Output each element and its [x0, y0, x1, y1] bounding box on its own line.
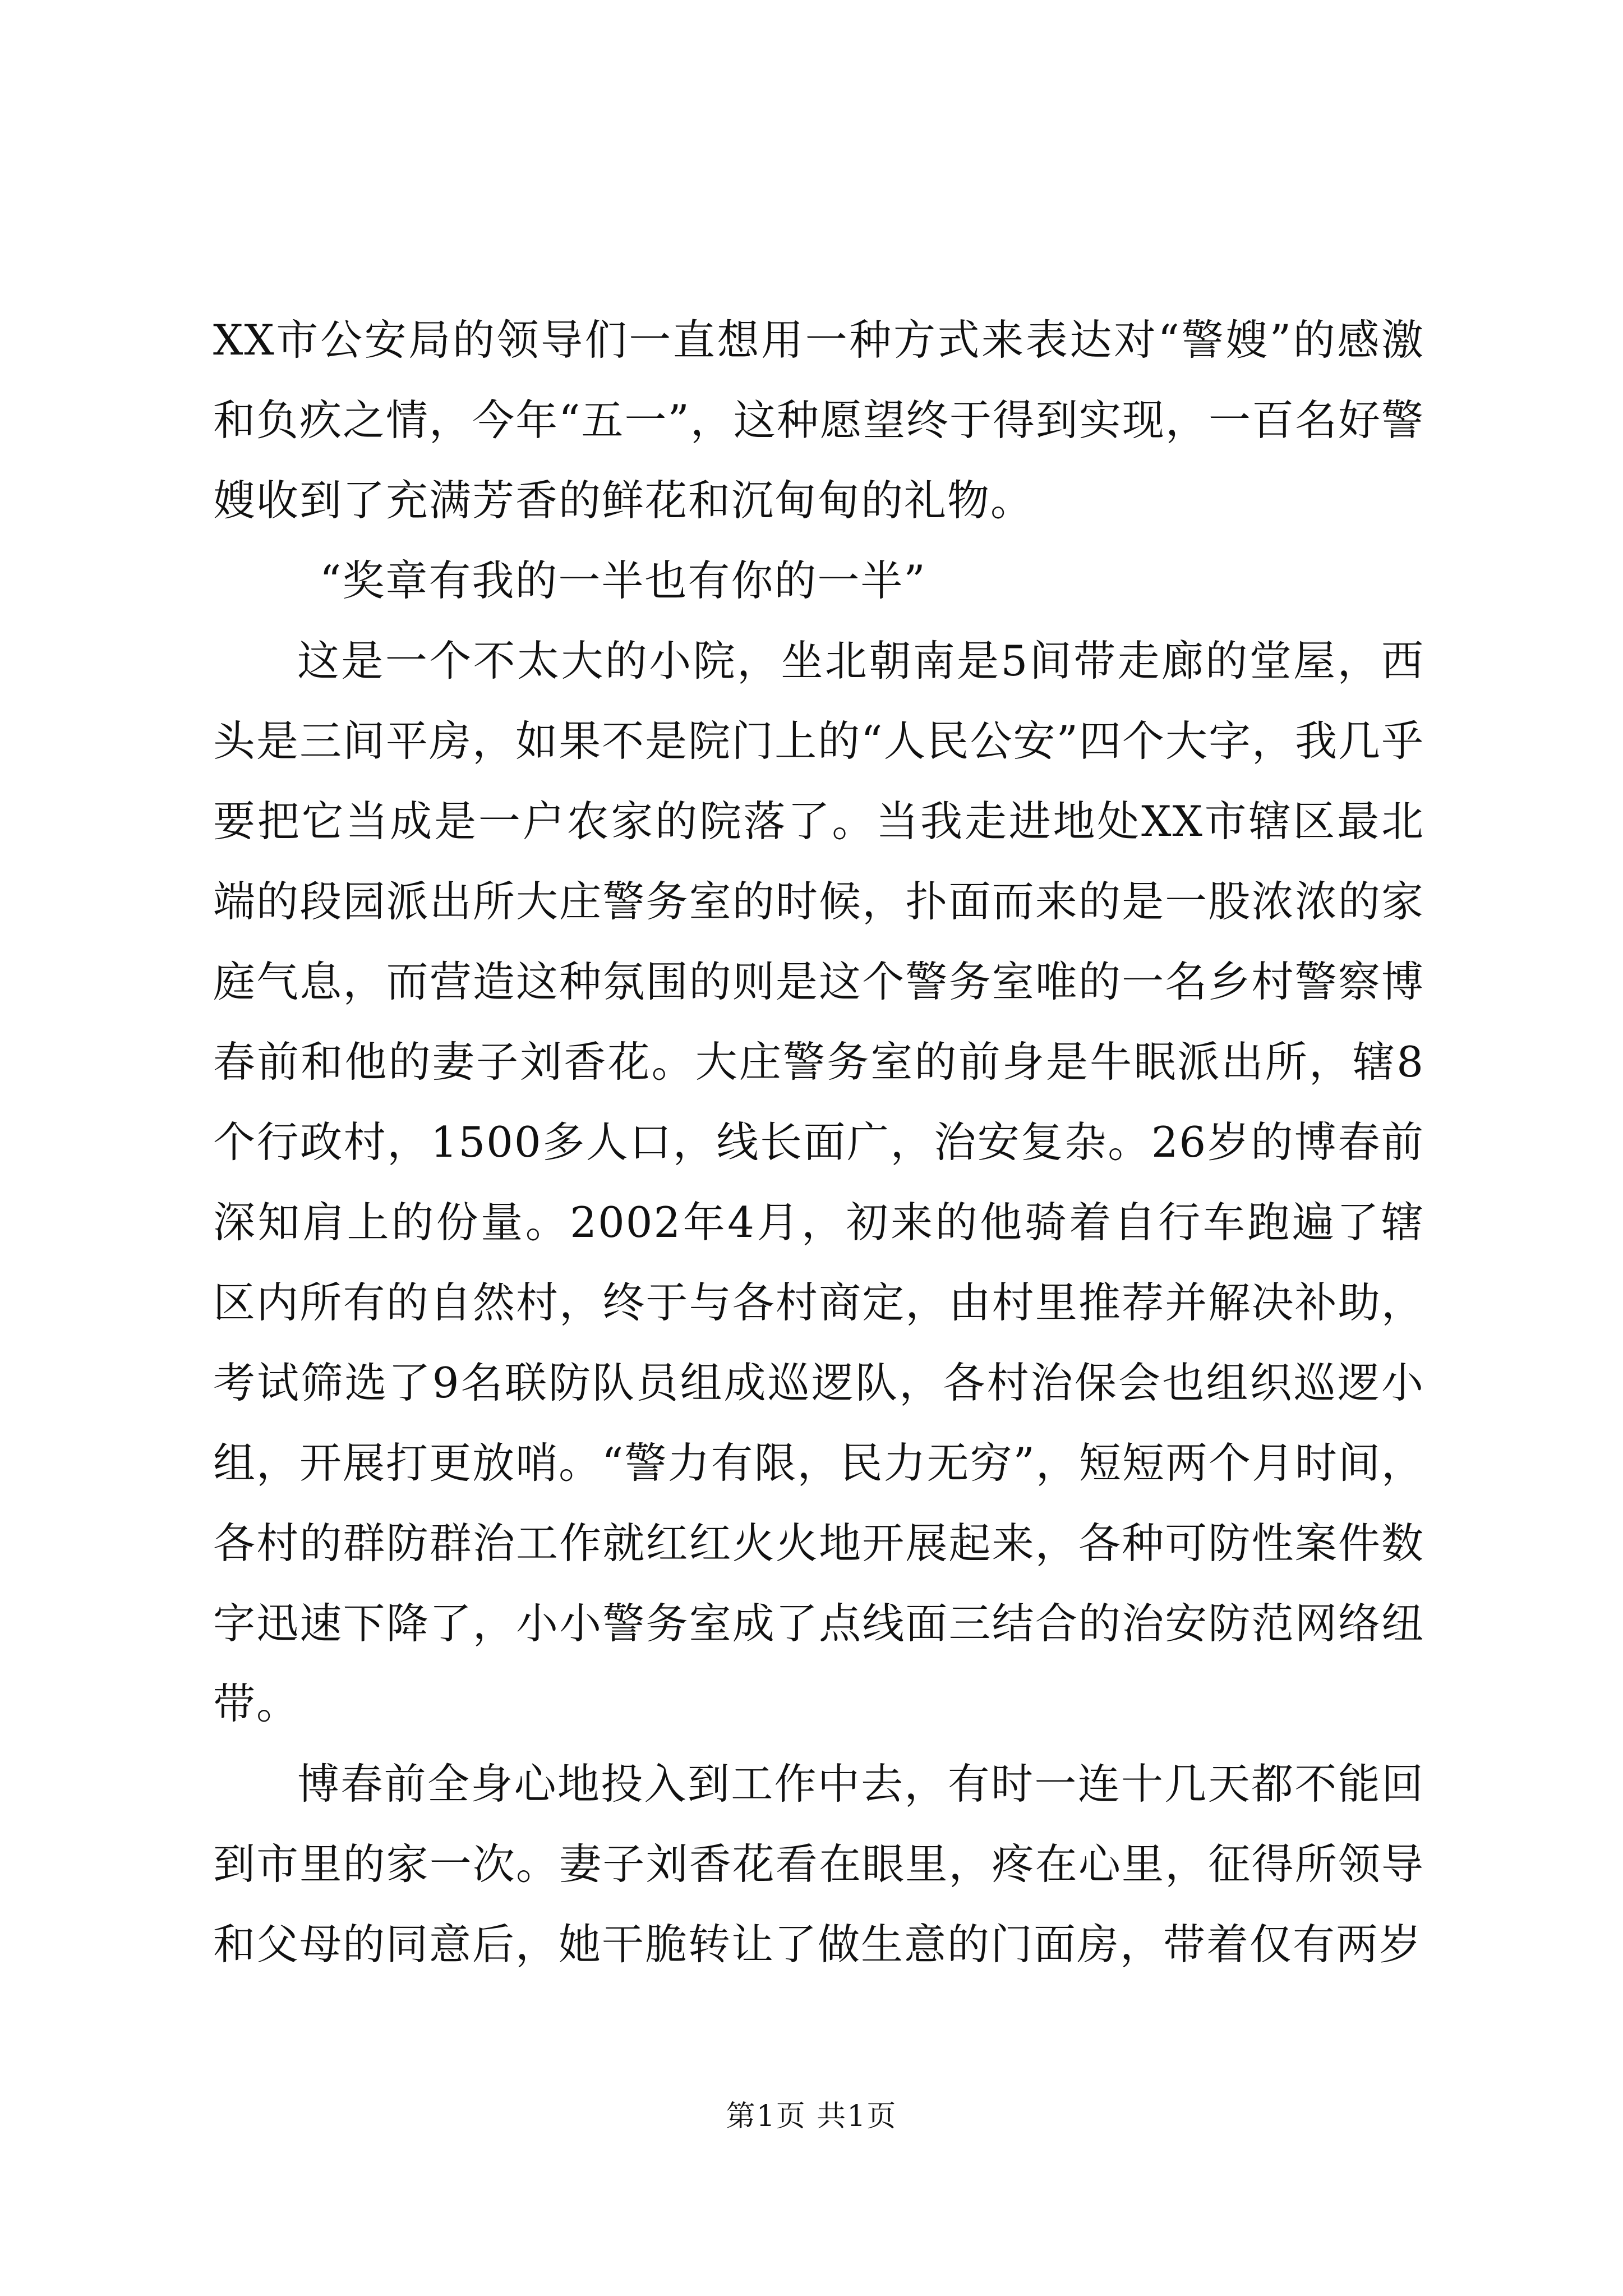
page-number-footer: 第1页 共1页: [726, 2100, 897, 2133]
paragraph-intro: XX市公安局的领导们一直想用一种方式来表达对“警嫂”的感激和负疚之情，今年“五一”，这种愿望终于得到实现，一百名好警嫂收到了充满芳香的鲜花和沉甸甸的礼物。: [213, 315, 1424, 525]
paragraph-wife: 博春前全身心地投入到工作中去，有时一连十几天都不能回到市里的家一次。妻子刘香花看在眼里，疼在心里，征得所领导和父母的同意后，她干脆转让了做生意的门面房，带着仅有两岁: [213, 1759, 1424, 1969]
section-subheading: “奖章有我的一半也有你的一半”: [320, 556, 926, 605]
document-body: [213, 300, 1424, 1985]
paragraph-police-station: 这是一个不太大的小院，坐北朝南是5间带走廊的堂屋，西头是三间平房，如果不是院门上的“人民公安”四个大字，我几乎要把它当成是一户农家的院落了。当我走进地处XX市辖区最北端的段园派出所大庄警务室的时候，扑面而来的是一股浓浓的家庭气息，而营造这种氛围的则是这个警务室唯的一名乡村警察博春前和他的妻子刘香花。大庄警务室的前身是牛眠派出所，辖8个行政村，1500多人口，线长面广，治安复杂。26岁的博春前深知肩上的份量。2002年4月，初来的他骑着自行车跑遍了辖区内所有的自然村，终于与各村商定，由村里推荐并解决补助，考试筛选了9名联防队员组成巡逻队，各村治保会也组织巡逻小组，开展打更放哨。“警力有限，民力无穷”，短短两个月时间，各村的群防群治工作就红红火火地开展起来，各种可防性案件数字迅速下降了，小小警务室成了点线面三结合的治安防范网络纽带。: [213, 636, 1424, 1728]
